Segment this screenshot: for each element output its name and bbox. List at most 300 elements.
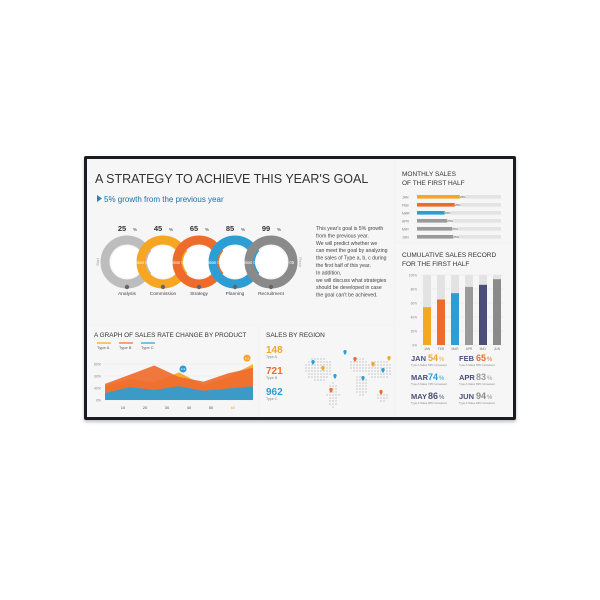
map-dot <box>332 382 334 384</box>
ring-percent-unit: % <box>241 227 246 232</box>
rate-ytick: 40% <box>93 386 101 391</box>
monthly-category-label: JAN <box>402 195 409 200</box>
map-dot <box>362 370 364 372</box>
map-dot <box>308 376 310 378</box>
rate-xtick: 60 <box>230 405 236 410</box>
map-dot <box>383 400 385 402</box>
monthly-bar <box>417 235 453 239</box>
ring-percent: 25 <box>117 224 127 233</box>
map-dot <box>317 379 319 381</box>
map-dot <box>371 370 373 372</box>
map-dot <box>326 370 328 372</box>
monthly-value-label: 25% <box>444 210 451 215</box>
monthly-bar <box>417 203 455 207</box>
map-dot <box>356 379 358 381</box>
paragraph-line: We will predict whether we <box>316 240 378 247</box>
map-dot <box>359 361 361 363</box>
map-dot <box>356 385 358 387</box>
map-dot <box>389 364 391 366</box>
monthly-bar <box>417 227 452 231</box>
ring-percent: 99 <box>261 224 271 233</box>
map-dot <box>374 373 376 375</box>
rate-marker-label: 4.3 <box>244 356 250 361</box>
map-dot <box>371 367 373 369</box>
map-dot <box>317 361 319 363</box>
paragraph-line: should be developed in case <box>316 285 382 292</box>
map-dot <box>362 385 364 387</box>
record-percent: 94 <box>476 391 487 401</box>
map-dot <box>383 373 385 375</box>
map-dot <box>329 394 331 396</box>
display-screen <box>87 159 513 417</box>
map-dot <box>350 367 352 369</box>
region-value-label: Type C <box>266 397 278 401</box>
map-dot <box>359 364 361 366</box>
map-dot <box>335 394 337 396</box>
map-dot <box>359 391 361 393</box>
record-note: Type A Sales 94% Increased <box>459 401 495 405</box>
map-dot <box>329 364 331 366</box>
map-dot <box>323 376 325 378</box>
cumulative-ytick: 100% <box>408 273 417 278</box>
growth-subtitle: 5% growth from the previous year <box>104 195 224 204</box>
map-dot <box>377 364 379 366</box>
legend-label: Type B <box>119 345 132 350</box>
monthly-value-label: 25% <box>460 194 466 199</box>
record-note: Type A Sales 86% Increased <box>411 401 447 405</box>
monthly-title-line1: MONTHLY SALES <box>402 171 456 178</box>
monthly-value-label: 25% <box>447 218 454 223</box>
map-dot <box>380 373 382 375</box>
monthly-category-label: MAY <box>402 227 410 232</box>
paragraph-line: we will discuss what strategies <box>316 277 387 284</box>
record-percent-unit: % <box>439 357 445 363</box>
map-dot <box>362 391 364 393</box>
record-percent: 86 <box>428 391 439 401</box>
cumulative-bar <box>465 287 473 345</box>
map-dot <box>335 385 337 387</box>
ring-person-icon <box>233 285 237 289</box>
record-percent-unit: % <box>439 376 445 382</box>
cumulative-ytick: 40% <box>410 315 417 320</box>
map-dot <box>383 361 385 363</box>
map-dot <box>323 361 325 363</box>
map-dot <box>329 397 331 399</box>
map-dot <box>353 364 355 366</box>
cumulative-ytick: 60% <box>410 301 417 306</box>
map-dot <box>365 391 367 393</box>
record-month: MAR <box>411 373 429 382</box>
map-dot <box>335 397 337 399</box>
map-dot <box>308 373 310 375</box>
ring-option-label: Option 04 <box>239 260 259 265</box>
map-dot <box>314 364 316 366</box>
ring-label: Planning <box>225 292 245 297</box>
paragraph-line: the goal can't be achieved. <box>316 292 378 299</box>
map-dot <box>377 373 379 375</box>
map-dot <box>323 379 325 381</box>
map-dot <box>326 364 328 366</box>
record-note: Type A Sales 65% Increased <box>459 363 495 367</box>
record-percent: 74 <box>428 372 439 382</box>
map-dot <box>368 373 370 375</box>
paragraph-line: can meet the goal by analyzing <box>316 248 388 255</box>
map-dot <box>353 370 355 372</box>
map-dot <box>335 400 337 402</box>
ring-label: Recruitment <box>258 292 284 297</box>
map-dot <box>377 376 379 378</box>
map-dot <box>332 397 334 399</box>
map-dot <box>317 370 319 372</box>
paragraph-line: the sales of Type a, b, c during <box>316 255 387 262</box>
map-dot <box>335 388 337 390</box>
legend-label: Type C <box>141 345 154 350</box>
map-dot <box>365 388 367 390</box>
map-dot <box>329 373 331 375</box>
paragraph-line: from the previous year. <box>316 233 369 240</box>
monthly-bar <box>417 219 447 223</box>
map-dot <box>386 376 388 378</box>
map-dot <box>383 394 385 396</box>
map-dot <box>317 367 319 369</box>
map-dot <box>320 373 322 375</box>
map-dot <box>356 361 358 363</box>
map-dot <box>365 382 367 384</box>
map-dot <box>311 370 313 372</box>
cumulative-bar <box>493 279 501 345</box>
map-dot <box>326 373 328 375</box>
map-dot <box>332 385 334 387</box>
record-month: APR <box>459 373 475 382</box>
record-month: FEB <box>459 354 474 363</box>
ring-option-label: Option 01 <box>131 260 151 265</box>
rate-xtick: 10 <box>120 405 126 410</box>
map-dot <box>320 376 322 378</box>
map-dot <box>320 379 322 381</box>
map-dot <box>377 367 379 369</box>
cumulative-bar <box>451 293 459 345</box>
map-dot <box>314 379 316 381</box>
ring-label: Strategy <box>190 292 208 297</box>
map-dot <box>377 394 379 396</box>
map-dot <box>362 388 364 390</box>
map-dot <box>359 358 361 360</box>
cumulative-xtick: JUN <box>493 347 501 351</box>
map-dot <box>311 367 313 369</box>
map-dot <box>320 361 322 363</box>
rate-title: A GRAPH OF SALES RATE CHANGE BY PRODUCT <box>94 332 247 339</box>
cumulative-xtick: FEB <box>437 347 445 351</box>
map-dot <box>308 361 310 363</box>
map-dot <box>326 361 328 363</box>
record-percent-unit: % <box>439 395 445 401</box>
map-dot <box>356 367 358 369</box>
map-dot <box>365 364 367 366</box>
map-dot <box>368 370 370 372</box>
monthly-category-label: MAR <box>402 211 410 216</box>
map-dot <box>335 391 337 393</box>
map-dot <box>335 403 337 405</box>
map-dot <box>326 376 328 378</box>
map-dot <box>377 397 379 399</box>
map-dot <box>389 367 391 369</box>
region-value-label: Type B <box>266 376 278 380</box>
dashboard-canvas <box>87 159 513 417</box>
ring-label: Analysis <box>118 292 136 297</box>
map-dot <box>317 376 319 378</box>
paragraph-line: the first half of this year. <box>316 263 371 269</box>
map-dot <box>359 394 361 396</box>
map-dot <box>380 364 382 366</box>
map-dot <box>350 364 352 366</box>
map-dot <box>332 406 334 408</box>
rate-area-series <box>105 386 253 400</box>
map-dot <box>359 376 361 378</box>
map-dot <box>386 394 388 396</box>
map-dot <box>323 364 325 366</box>
record-note: Type A Sales 74% Increased <box>411 382 447 386</box>
record-month: JAN <box>411 354 427 363</box>
map-dot <box>332 403 334 405</box>
monthly-category-label: APR <box>402 219 409 224</box>
record-percent-unit: % <box>487 357 493 363</box>
region-value-label: Type A <box>266 355 277 359</box>
map-dot <box>317 358 319 360</box>
cumulative-title-line1: CUMULATIVE SALES RECORD <box>402 252 497 259</box>
map-dot <box>383 397 385 399</box>
map-dot <box>371 373 373 375</box>
start-label: Start <box>96 258 100 266</box>
map-dot <box>329 370 331 372</box>
map-dot <box>359 370 361 372</box>
map-dot <box>332 391 334 393</box>
map-dot <box>356 391 358 393</box>
map-dot <box>359 385 361 387</box>
map-dot <box>362 367 364 369</box>
map-dot <box>320 370 322 372</box>
cumulative-xtick: MAR <box>451 347 459 351</box>
monthly-category-label: FEB <box>402 203 409 208</box>
map-dot <box>326 394 328 396</box>
map-dot <box>362 358 364 360</box>
map-dot <box>380 397 382 399</box>
map-dot <box>383 376 385 378</box>
map-dot <box>332 394 334 396</box>
map-dot <box>305 364 307 366</box>
rate-xtick: 30 <box>164 405 170 410</box>
map-dot <box>374 376 376 378</box>
rate-panel <box>87 326 257 417</box>
ring-percent: 45 <box>153 224 163 233</box>
ring-option-label: Option 03 <box>203 260 223 265</box>
rate-ytick: 60% <box>93 374 101 379</box>
map-dot <box>386 367 388 369</box>
map-dot <box>314 373 316 375</box>
cumulative-xtick: MAY <box>479 347 487 351</box>
paragraph-line: This year's goal is 5% growth <box>316 226 384 232</box>
region-title: SALES BY REGION <box>266 332 325 339</box>
map-dot <box>371 376 373 378</box>
map-dot <box>314 358 316 360</box>
map-dot <box>362 382 364 384</box>
map-dot <box>389 370 391 372</box>
map-dot <box>320 358 322 360</box>
map-dot <box>314 367 316 369</box>
record-note: Type A Sales 83% Increased <box>459 382 495 386</box>
map-dot <box>353 367 355 369</box>
map-dot <box>359 367 361 369</box>
map-dot <box>311 373 313 375</box>
cumulative-ytick: 0% <box>412 343 417 348</box>
monthly-value-label: 25% <box>453 234 460 239</box>
ring-label: Commission <box>149 292 177 297</box>
map-dot <box>362 361 364 363</box>
map-dot <box>308 367 310 369</box>
map-dot <box>365 385 367 387</box>
record-percent-unit: % <box>487 376 493 382</box>
map-dot <box>377 361 379 363</box>
cumulative-xtick: JAN <box>423 347 431 351</box>
monthly-value-label: 25% <box>454 202 461 207</box>
record-month: JUN <box>459 392 475 401</box>
map-dot <box>308 364 310 366</box>
ring-person-icon <box>125 285 129 289</box>
map-dot <box>380 376 382 378</box>
map-dot <box>380 400 382 402</box>
rate-legend <box>97 343 155 350</box>
map-dot <box>305 367 307 369</box>
monthly-category-label: JUN <box>402 235 409 240</box>
rate-xtick: 50 <box>208 405 214 410</box>
map-dot <box>365 361 367 363</box>
cumulative-xtick: APR <box>465 347 473 351</box>
map-dot <box>314 376 316 378</box>
strategy-title: A STRATEGY TO ACHIEVE THIS YEAR'S GOAL <box>95 172 369 186</box>
rate-xtick: 40 <box>186 405 192 410</box>
record-percent-unit: % <box>487 395 493 401</box>
region-value: 721 <box>266 366 283 377</box>
map-dot <box>311 376 313 378</box>
monthly-value-label: 25% <box>452 226 459 231</box>
map-dot <box>308 370 310 372</box>
map-dot <box>359 388 361 390</box>
map-dot <box>329 385 331 387</box>
map-dot <box>356 376 358 378</box>
map-dot <box>305 370 307 372</box>
cumulative-ytick: 20% <box>410 329 417 334</box>
record-month: MAY <box>411 392 427 401</box>
map-dot <box>356 382 358 384</box>
cumulative-bar <box>437 300 445 346</box>
ring-percent-unit: % <box>205 227 210 232</box>
map-dot <box>311 358 313 360</box>
monthly-bar <box>417 195 460 199</box>
cumulative-bar <box>423 307 431 345</box>
map-dot <box>356 370 358 372</box>
map-dot <box>386 373 388 375</box>
map-dot <box>314 370 316 372</box>
digital-signage-display <box>84 156 516 420</box>
map-dot <box>329 400 331 402</box>
map-dot <box>374 370 376 372</box>
ring-person-icon <box>161 285 165 289</box>
rate-ytick: 80% <box>93 362 101 367</box>
finish-label: Finish <box>298 257 302 267</box>
ring-option-label: Option 05 <box>275 260 295 265</box>
map-dot <box>329 403 331 405</box>
region-values <box>266 345 283 401</box>
paragraph-line: In addition, <box>316 270 342 277</box>
record-note: Type A Sales 54% Increased <box>411 363 447 367</box>
map-dot <box>374 367 376 369</box>
map-dot <box>329 367 331 369</box>
cumulative-bar <box>479 285 487 345</box>
map-dot <box>368 364 370 366</box>
record-percent: 54 <box>428 353 439 363</box>
region-value: 962 <box>266 387 283 398</box>
monthly-bar <box>417 211 445 215</box>
map-dot <box>350 361 352 363</box>
map-dot <box>386 370 388 372</box>
map-dot <box>362 394 364 396</box>
map-dot <box>356 388 358 390</box>
map-dot <box>359 379 361 381</box>
map-dot <box>356 364 358 366</box>
monthly-title-line2: OF THE FIRST HALF <box>402 180 465 187</box>
ring-person-icon <box>269 285 273 289</box>
ring-percent-unit: % <box>133 227 138 232</box>
map-dot <box>338 394 340 396</box>
map-dot <box>359 382 361 384</box>
ring-option-label: Option 02 <box>167 260 187 265</box>
map-dot <box>320 364 322 366</box>
map-dot <box>326 367 328 369</box>
map-dot <box>365 379 367 381</box>
map-dot <box>362 364 364 366</box>
ring-percent-unit: % <box>169 227 174 232</box>
map-dot <box>317 373 319 375</box>
ring-percent: 85 <box>225 224 235 233</box>
map-dot <box>323 358 325 360</box>
map-dot <box>386 361 388 363</box>
record-percent: 83 <box>476 372 487 382</box>
map-dot <box>383 364 385 366</box>
map-dot <box>365 370 367 372</box>
map-dot <box>365 367 367 369</box>
ring-percent-unit: % <box>277 227 282 232</box>
rate-marker-label: 4.3 <box>180 367 186 372</box>
ring-person-icon <box>197 285 201 289</box>
map-dot <box>389 373 391 375</box>
map-dot <box>317 364 319 366</box>
map-dot <box>332 400 334 402</box>
map-dot <box>386 364 388 366</box>
cumulative-ytick: 80% <box>410 287 417 292</box>
map-dot <box>377 370 379 372</box>
legend-label: Type A <box>97 345 110 350</box>
rate-ytick: 0% <box>95 398 101 403</box>
map-dot <box>386 397 388 399</box>
map-dot <box>323 373 325 375</box>
record-percent: 65 <box>476 353 487 363</box>
ring-percent: 65 <box>189 224 199 233</box>
map-dot <box>380 361 382 363</box>
region-value: 148 <box>266 345 283 356</box>
map-dot <box>329 361 331 363</box>
map-dot <box>368 367 370 369</box>
cumulative-title-line2: FOR THE FIRST HALF <box>402 261 470 268</box>
rate-xtick: 20 <box>142 405 148 410</box>
